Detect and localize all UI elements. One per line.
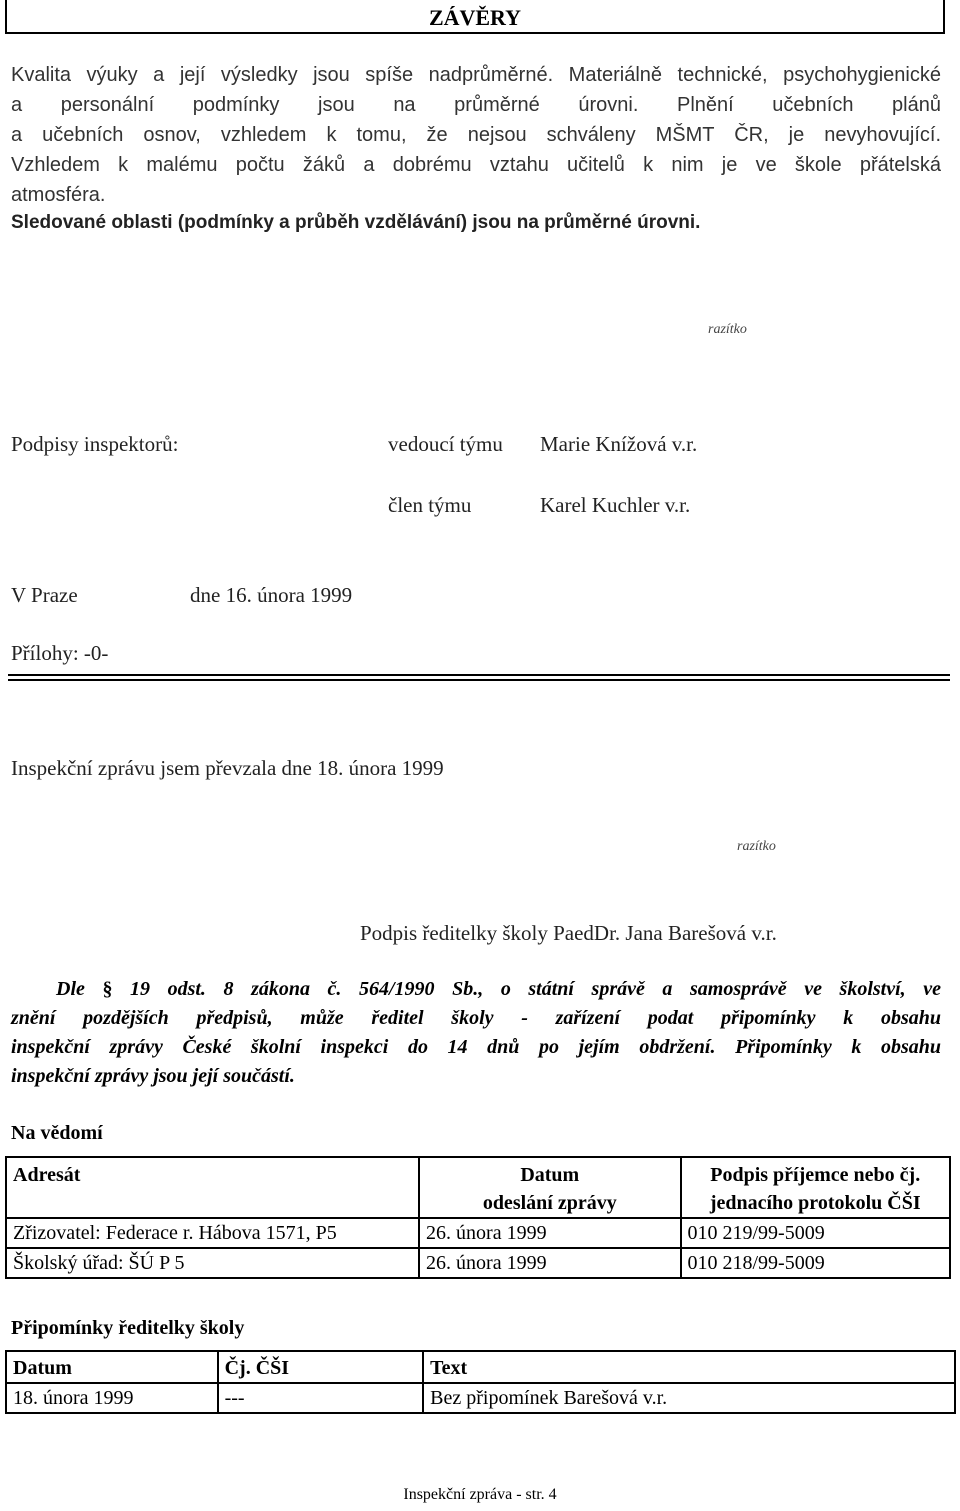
conclusion-paragraph [11,60,941,210]
place: V Praze [11,583,78,607]
header-date: Datum [6,1351,218,1383]
header-addressee: Adresát [6,1157,419,1218]
cell-date: 26. února 1999 [419,1218,680,1248]
cell-ref: --- [218,1383,424,1413]
member-name: Karel Kuchler v.r. [540,493,691,517]
lead-name: Marie Knížová v.r. [540,432,698,456]
cell-ref: 010 219/99-5009 [681,1218,951,1248]
date: dne 16. února 1999 [190,583,353,607]
conclusion-line: a personální podmínky jsou na průměrné úrovni. Plnění učebních plánů [11,94,941,116]
stamp-placeholder: razítko [708,322,747,337]
attachments: Přílohy: -0- [11,641,109,665]
header-ref: Čj. ČŠI [218,1351,424,1383]
header-date: Datum odeslání zprávy [419,1157,680,1218]
member-role: člen týmu [388,493,472,517]
distribution-table [5,1156,951,1279]
page-footer: Inspekční zpráva - str. 4 [403,1486,557,1503]
cell-date: 18. února 1999 [6,1383,218,1413]
signatures-label: Podpisy inspektorů: [11,432,179,456]
cell-addressee: Zřizovatel: Federace r. Hábova 1571, P5 [6,1218,419,1248]
director-signature: Podpis ředitelky školy PaedDr. Jana Barešová v.r. [360,921,777,945]
table-header-row [6,1157,950,1218]
lead-role: vedoucí týmu [388,432,503,456]
header-signature: Podpis příjemce nebo čj. jednacího protokolu ČŠI [681,1157,951,1218]
cell-addressee: Školský úřad: ŠÚ P 5 [6,1248,419,1278]
comments-table [5,1350,956,1414]
paragraph-sign: § [102,978,113,1000]
table-row [6,1218,950,1248]
legal-note-line: znění pozdějších předpisů, může ředitel školy - zařízení podat připomínky k obsahu [11,1007,941,1029]
received-statement: Inspekční zprávu jsem převzala dne 18. února 1999 [11,756,444,780]
conclusion-summary: Sledované oblasti (podmínky a průběh vzdělávání) jsou na průměrné úrovni. [11,212,701,233]
legal-note-line: inspekční zprávy jsou její součástí. [11,1065,295,1087]
distribution-heading: Na vědomí [11,1122,103,1144]
legal-note [11,975,941,1091]
cell-text: Bez připomínek Barešová v.r. [423,1383,955,1413]
conclusion-line: Vzhledem k malému počtu žáků a dobrému vztahu učitelů k nim je ve škole přátelská [11,154,941,176]
legal-note-line: Dle § 19 odst. 8 zákona č. 564/1990 Sb., o státní správě a samosprávě ve školství, ve [56,978,941,1000]
conclusion-line: Kvalita výuky a její výsledky jsou spíše nadprůměrné. Materiálně technické, psychohygienické [11,64,941,86]
header-text: Text [423,1351,955,1383]
conclusion-line: a učebních osnov, vzhledem k tomu, že nejsou schváleny MŠMT ČR, je nevyhovující. [11,124,941,146]
conclusion-line: atmosféra. [11,184,106,206]
table-header-row [6,1351,955,1383]
table-row [6,1248,950,1278]
cell-date: 26. února 1999 [419,1248,680,1278]
legal-note-line: inspekční zprávy České školní inspekci do 14 dnů po jejím obdržení. Připomínky k obsahu [11,1036,941,1058]
stamp-placeholder-director: razítko [737,839,776,854]
cell-ref: 010 218/99-5009 [681,1248,951,1278]
section-title: ZÁVĚRY [5,0,945,34]
double-rule-divider [8,674,950,681]
comments-heading: Připomínky ředitelky školy [11,1317,245,1339]
table-row [6,1383,955,1413]
